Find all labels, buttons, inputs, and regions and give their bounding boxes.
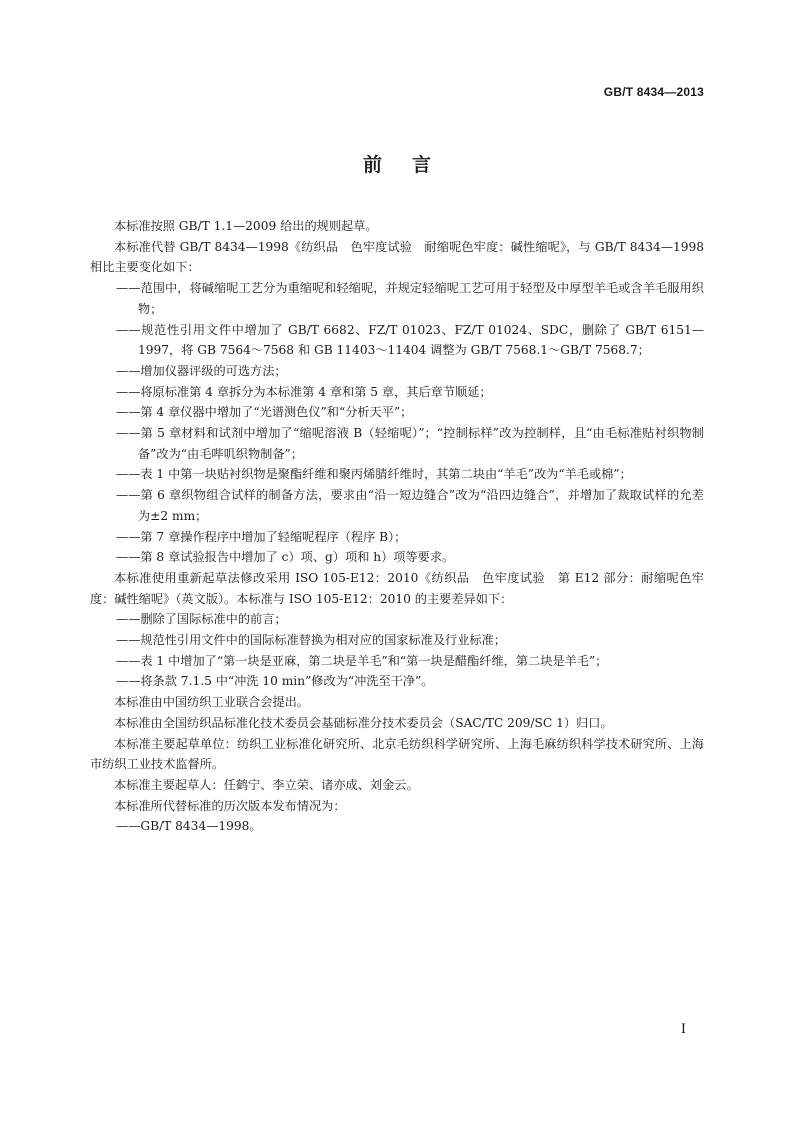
change-item: ——规范性引用文件中增加了 GB/T 6682、FZ/T 01023、FZ/T 01024、SDC，删除了 GB/T 6151—1997，将 GB 7564～7568 和 GB 11403～11404 调整为 GB/T 7568.1～GB/T 7568.7； (116, 322, 704, 358)
change-item: ——将原标准第 4 章拆分为本标准第 4 章和第 5 章，其后章节顺延； (116, 384, 492, 399)
difference-item: ——表 1 中增加了“第一块是亚麻，第二块是羊毛”和“第一块是醋酯纤维，第二块是羊毛”； (116, 653, 608, 668)
change-item: ——第 8 章试验报告中增加了 c）项、g）项和 h）项等要求。 (116, 550, 455, 565)
change-item: ——表 1 中第一块贴衬织物是聚酯纤维和聚丙烯腈纤维时，其第二块由“羊毛”改为“羊毛或棉”； (116, 467, 632, 482)
history-item: ——GB/T 8434—1998。 (116, 819, 262, 834)
page-title: 前言 (362, 154, 461, 176)
paragraph: 本标准由全国纺织品标准化技术委员会基础标准分技术委员会（SAC/TC 209/SC 1）归口。 (114, 715, 613, 730)
standard-number: GB/T 8434—2013 (603, 85, 704, 99)
change-item: ——第 7 章操作程序中增加了轻缩呢程序（程序 B）； (116, 529, 407, 544)
paragraph: 本标准按照 GB/T 1.1—2009 给出的规则起草。 (114, 219, 378, 233)
paragraph: 本标准使用重新起草法修改采用 ISO 105-E12：2010《纺织品 色牢度试验 第 E12 部分：耐缩呢色牢度：碱性缩呢》（英文版）。本标准与 ISO 105-E12：2010 的主要差异如下： (90, 570, 704, 606)
change-item: ——第 6 章织物组合试样的制备方法，要求由“沿一短边缝合”改为“沿四边缝合”，并增加了裁取试样的允差为±2 mm； (116, 488, 704, 523)
foreword-body (90, 216, 704, 837)
change-item: ——第 4 章仪器中增加了“光谱测色仪”和“分析天平”； (116, 405, 413, 420)
paragraph: 本标准主要起草单位：纺织工业标准化研究所、北京毛纺织科学研究所、上海毛麻纺织科学技术研究所、上海市纺织工业技术监督所。 (90, 736, 704, 772)
change-item: ——增加仪器评级的可选方法； (116, 363, 287, 378)
change-item: ——范围中，将碱缩呢工艺分为重缩呢和轻缩呢，并规定轻缩呢工艺可用于轻型及中厚型羊毛或含羊毛服用织物； (116, 281, 704, 316)
page-number: I (680, 1022, 686, 1037)
difference-item: ——删除了国际标准中的前言； (116, 612, 287, 627)
paragraph: 本标准由中国纺织工业联合会提出。 (114, 695, 309, 710)
paragraph: 本标准所代替标准的历次版本发布情况为： (114, 798, 346, 813)
paragraph: 本标准主要起草人：任鹤宁、李立荣、诸亦成、刘金云。 (114, 777, 419, 792)
difference-item: ——规范性引用文件中的国际标准替换为相对应的国家标准及行业标准； (116, 633, 506, 648)
change-item: ——第 5 章材料和试剂中增加了“缩呢溶液 B（轻缩呢）”；“控制标样”改为控制样，且“由毛标准贴衬织物制备”改为“由毛哔叽织物制备”； (116, 426, 704, 461)
paragraph: 本标准代替 GB/T 8434—1998《纺织品 色牢度试验 耐缩呢色牢度：碱性缩呢》，与 GB/T 8434—1998 相比主要变化如下： (90, 239, 704, 275)
difference-item: ——将条款 7.1.5 中“冲洗 10 min”修改为“冲洗至干净”。 (116, 674, 434, 689)
